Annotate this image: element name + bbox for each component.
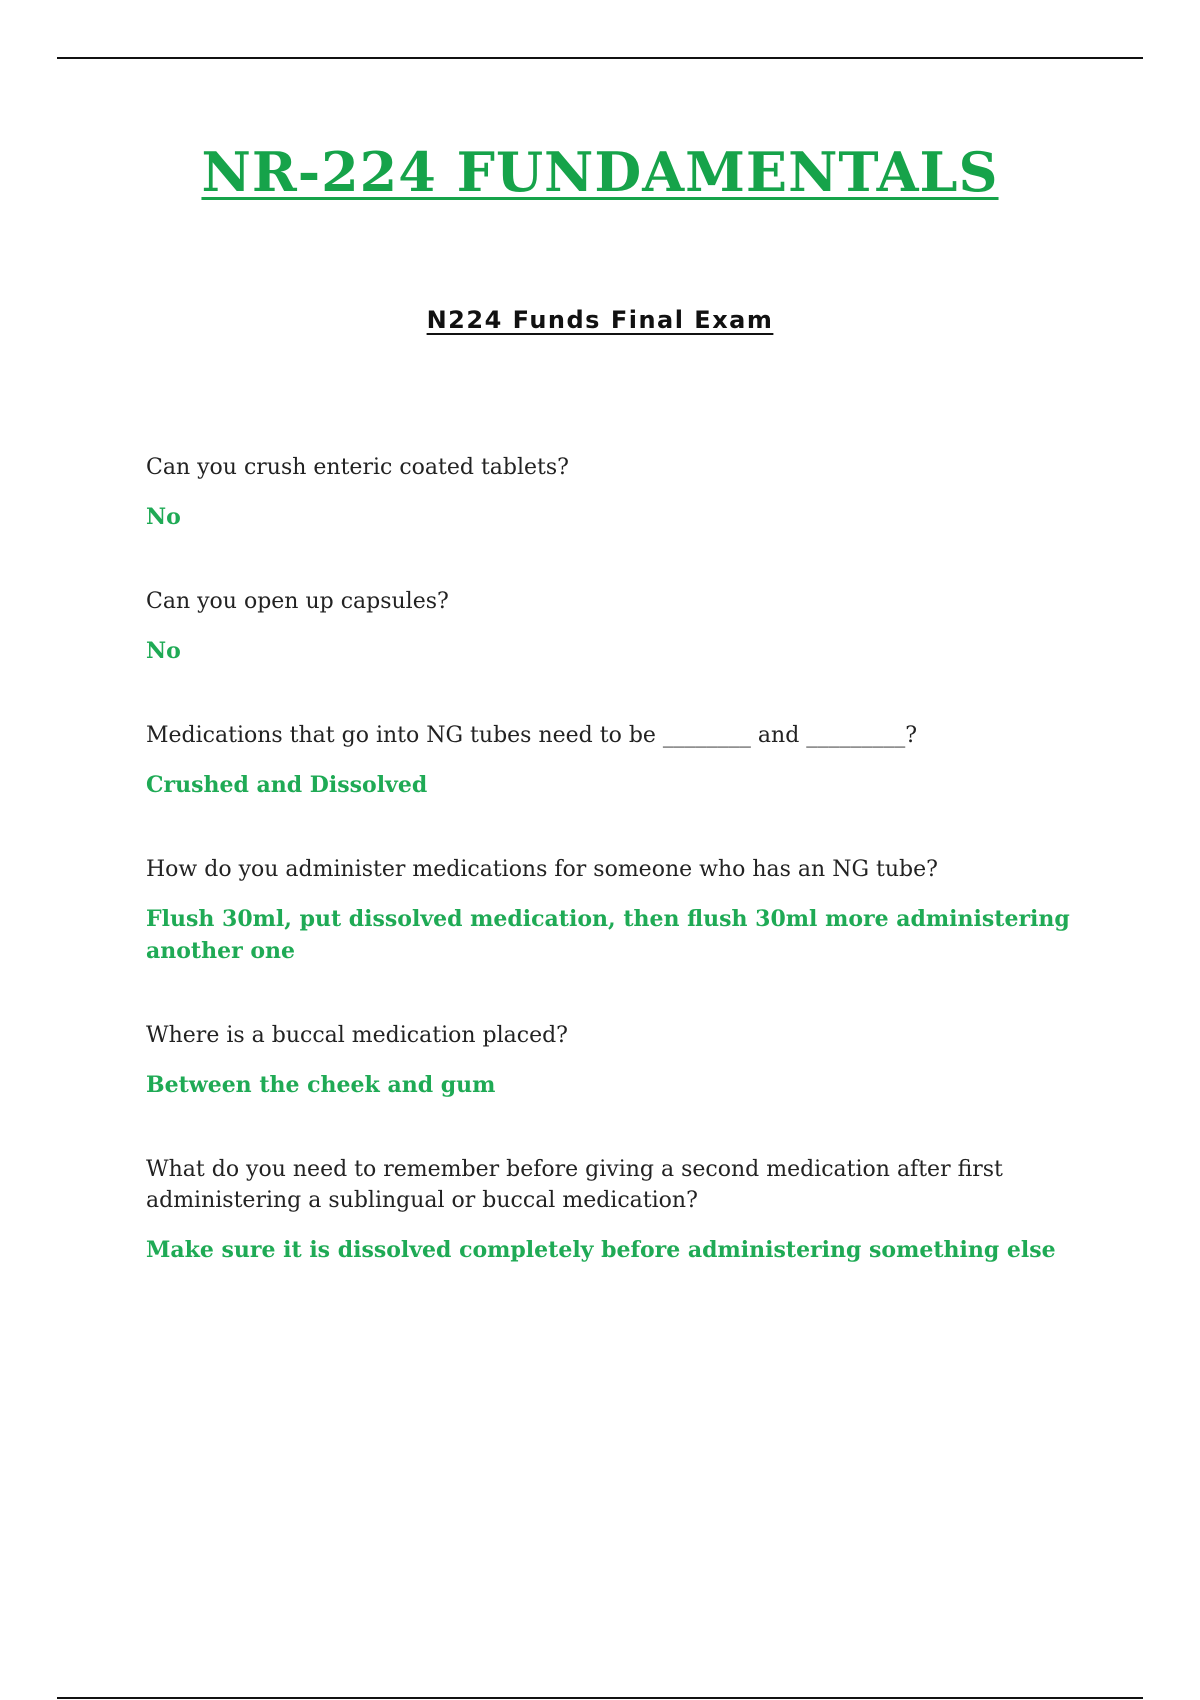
- answer-text: Between the cheek and gum: [146, 1072, 496, 1098]
- qa-item: [146, 1020, 1086, 1101]
- question-text: Where is a buccal medication placed?: [146, 1023, 568, 1048]
- answer-text: No: [146, 638, 181, 664]
- question-text: What do you need to remember before giving a second medication after first administering a sublingual or buccal medication?: [146, 1157, 1003, 1213]
- header-rule: [57, 57, 1143, 59]
- qa-item: [146, 452, 1086, 533]
- answer-text: Crushed and Dissolved: [146, 772, 428, 798]
- qa-item: [146, 854, 1086, 967]
- qa-item: [146, 720, 1086, 801]
- answer-text: Flush 30ml, put dissolved medication, then flush 30ml more administering another one: [146, 906, 1070, 964]
- answer-text: No: [146, 504, 181, 530]
- document-subtitle: N224 Funds Final Exam: [426, 306, 774, 334]
- answer-text: Make sure it is dissolved completely before administering something else: [146, 1237, 1056, 1263]
- document-title: NR-224 FUNDAMENTALS: [201, 140, 999, 204]
- question-text: Can you crush enteric coated tablets?: [146, 455, 569, 480]
- question-text: Can you open up capsules?: [146, 589, 449, 614]
- question-text: Medications that go into NG tubes need to be ________ and _________?: [146, 723, 918, 748]
- qa-item: [146, 1154, 1086, 1266]
- qa-list: [146, 452, 1086, 1319]
- question-text: How do you administer medications for someone who has an NG tube?: [146, 857, 938, 882]
- footer-rule: [57, 1697, 1143, 1699]
- qa-item: [146, 586, 1086, 667]
